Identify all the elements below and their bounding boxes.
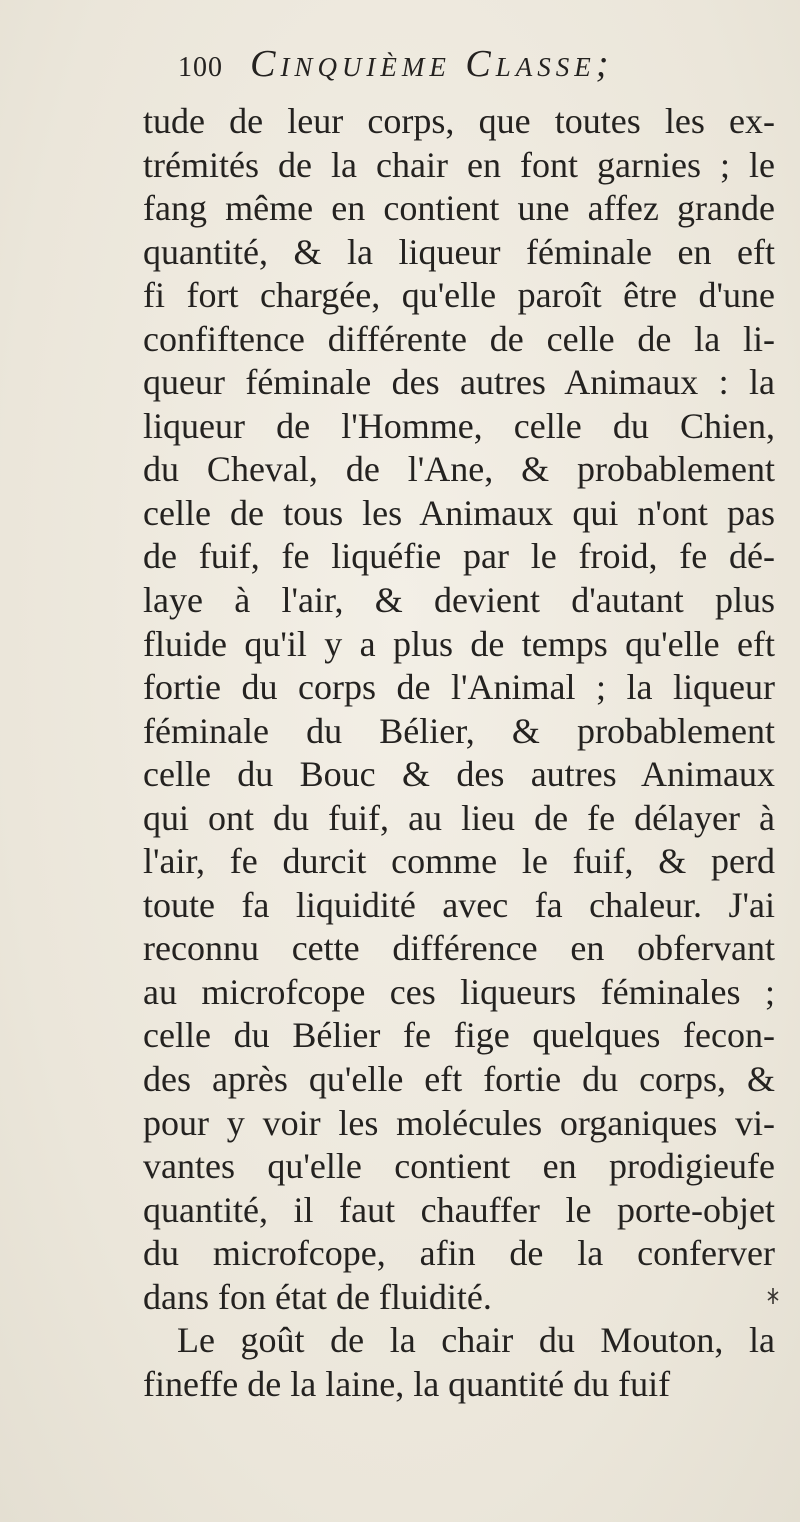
text-line: liqueur de l'Homme, celle du Chien, xyxy=(143,405,775,446)
text-line: queur féminale des autres Animaux : la xyxy=(143,362,775,403)
text-line: fluide qu'il y a plus de temps qu'elle eft xyxy=(143,623,775,664)
text-line: toute fa liquidité avec fa chaleur. J'ai xyxy=(143,884,775,925)
text-line: vantes qu'elle contient en prodigieufe xyxy=(143,1146,775,1187)
text-line: confiftence différente de celle de la li- xyxy=(143,318,775,359)
text-line: pour y voir les molécules organiques vi- xyxy=(143,1102,775,1143)
text-line: reconnu cette différence en obfervant xyxy=(143,928,775,969)
text-line: celle du Bélier fe fige quelques fecon- xyxy=(143,1015,775,1056)
text-line: celle du Bouc & des autres Animaux xyxy=(143,754,775,795)
asterisk-mark-icon xyxy=(766,1286,780,1306)
text-line: fortie du corps de l'Animal ; la liqueur xyxy=(143,667,775,708)
text-line: celle de tous les Animaux qui n'ont pas xyxy=(143,492,775,533)
text-line: trémités de la chair en font garnies ; le xyxy=(143,144,775,185)
page-number: 100 xyxy=(178,52,223,83)
text-line: qui ont du fuif, au lieu de fe délayer à xyxy=(143,797,775,838)
text-line: de fuif, fe liquéfie par le froid, fe dé- xyxy=(143,536,775,577)
text-line: du microfcope, afin de la conferver xyxy=(143,1233,775,1274)
text-line: au microfcope ces liqueurs féminales ; xyxy=(143,971,775,1012)
text-line: fang même en contient une affez grande xyxy=(143,188,775,229)
body-text xyxy=(143,100,775,1406)
text-line: quantité, il faut chauffer le porte-objet xyxy=(143,1189,775,1230)
text-line: quantité, & la liqueur féminale en eft xyxy=(143,231,775,272)
paragraph-start-line: Le goût de la chair du Mouton, la xyxy=(177,1320,775,1361)
text-line: tude de leur corps, que toutes les ex- xyxy=(143,101,775,141)
running-head: Cinquième Classe; xyxy=(250,43,614,85)
text-line: du Cheval, de l'Ane, & probablement xyxy=(143,449,775,490)
page-header xyxy=(178,42,778,98)
text-line: féminale du Bélier, & probablement xyxy=(143,710,775,751)
text-line: des après qu'elle eft fortie du corps, & xyxy=(143,1059,775,1100)
text-line: fi fort chargée, qu'elle paroît être d'une xyxy=(143,275,775,316)
signature-mark xyxy=(740,1286,780,1316)
text-line: l'air, fe durcit comme le fuif, & perd xyxy=(143,841,775,882)
text-line: laye à l'air, & devient d'autant plus xyxy=(143,580,775,621)
text-line: fineffe de la laine, la quantité du fuif xyxy=(143,1363,671,1404)
text-line: dans fon état de fluidité. xyxy=(143,1276,492,1317)
